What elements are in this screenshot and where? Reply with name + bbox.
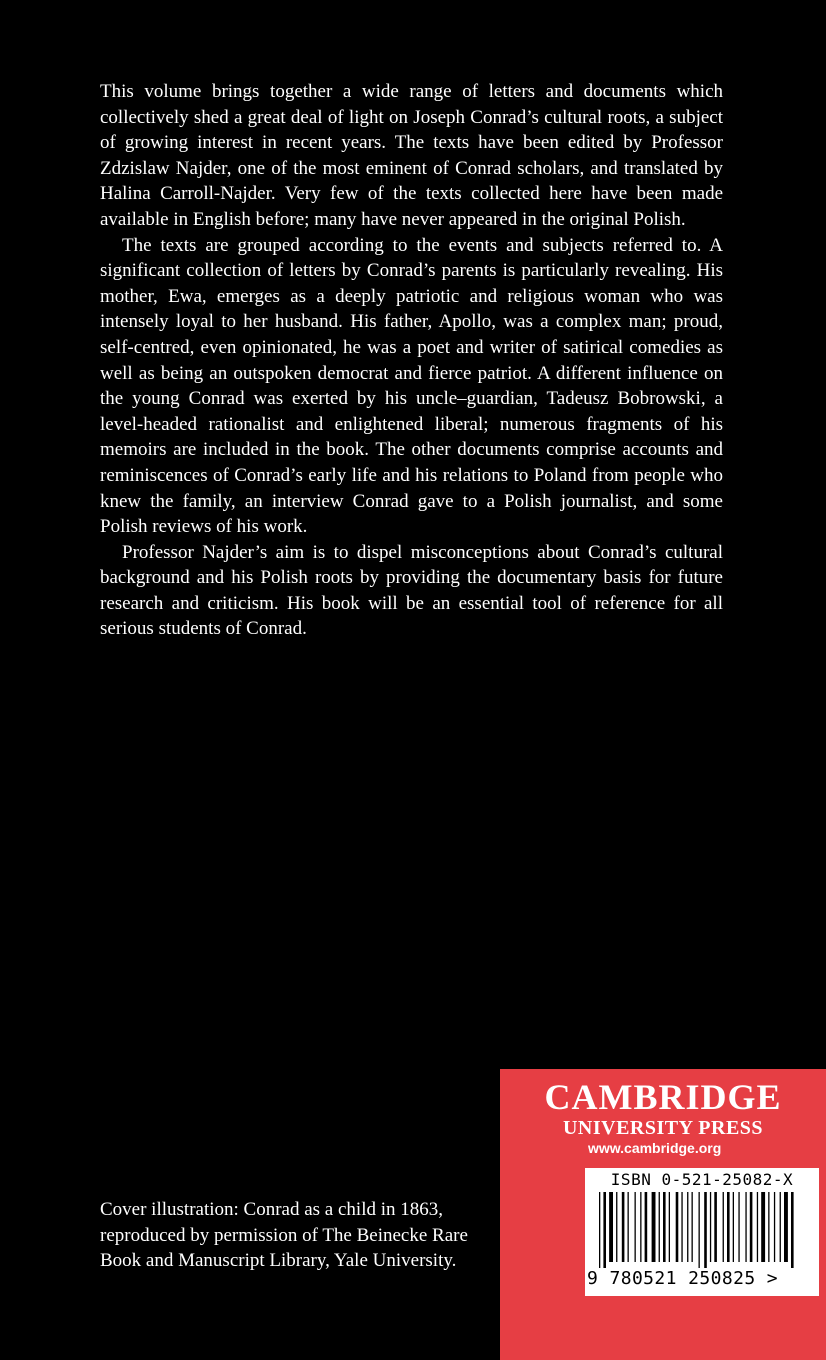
barcode-bar <box>750 1192 753 1262</box>
barcode-bar <box>768 1192 769 1262</box>
publisher-url: www.cambridge.org <box>588 1140 722 1156</box>
back-cover-blurb <box>100 79 723 642</box>
barcode-bar <box>645 1192 648 1262</box>
barcode-icon <box>585 1192 819 1270</box>
barcode-bar <box>733 1192 734 1262</box>
publisher-logo <box>500 1077 826 1139</box>
barcode-bar <box>727 1192 730 1262</box>
barcode-bar <box>622 1192 625 1262</box>
barcode-bar <box>687 1192 688 1262</box>
cover-illustration-caption: Cover illustration: Conrad as a child in 1863, reproduced by permission of The Beinecke Rare Book and Manuscript Library, Yale University. <box>100 1199 468 1272</box>
barcode-bar <box>780 1192 781 1262</box>
barcode-bar <box>603 1192 606 1268</box>
barcode-bar <box>609 1192 613 1262</box>
barcode-bar <box>704 1192 707 1268</box>
barcode-bar <box>774 1192 775 1262</box>
barcode-bar <box>738 1192 739 1262</box>
barcode-bar <box>659 1192 660 1262</box>
barcode-bar <box>663 1192 666 1262</box>
barcode-bar <box>692 1192 693 1262</box>
barcode-bar <box>640 1192 641 1262</box>
blurb-paragraph-1: This volume brings together a wide range of letters and documents which collectively shed a great deal of light on Joseph Conrad’s cultural roots, a subject of growing interest in recent years. The texts have been edited by Professor Zdzislaw Najder, one of the most eminent of Conrad scholars, and translated by Halina Carroll-Najder. Very few of the texts collected here have been made available in English before; many have never appeared in the original Polish. <box>100 81 723 230</box>
barcode-bar <box>745 1192 746 1262</box>
blurb-paragraph-2: The texts are grouped according to the events and subjects referred to. A significant collection of letters by Conrad’s parents is particularly revealing. His mother, Ewa, emerges as a deeply patriotic and religious woman who was intensely loyal to her husband. His father, Apollo, was a complex man; proud, self-centred, even opinionated, he was a poet and writer of satirical comedies as well as being an outspoken democrat and fierce patriot. A different influence on the young Conrad was exerted by his uncle–guardian, Tadeusz Bobrowski, a level-headed rationalist and enlightened liberal; numerous fragments of his memoirs are included in the book. The other documents comprise accounts and reminiscences of Conrad’s early life and his relations to Poland from people who knew the family, an interview Conrad gave to a Polish journalist, and some Polish reviews of his work. <box>100 234 723 538</box>
isbn-text: ISBN 0-521-25082-X <box>610 1170 794 1189</box>
barcode-bar <box>710 1192 711 1262</box>
barcode-bar <box>635 1192 636 1262</box>
barcode-bar <box>681 1192 682 1262</box>
barcode-bar <box>616 1192 617 1262</box>
barcode-bar <box>628 1192 629 1262</box>
barcode-bar <box>761 1192 765 1262</box>
publisher-name-line1: CAMBRIDGE <box>544 1077 782 1117</box>
barcode-bar <box>723 1192 724 1262</box>
barcode-bar <box>699 1192 700 1268</box>
barcode-bar <box>652 1192 656 1262</box>
barcode-bar <box>784 1192 788 1262</box>
barcode-bar <box>791 1192 794 1268</box>
barcode-box <box>585 1168 819 1296</box>
barcode-bar <box>676 1192 679 1262</box>
ean-digits: 9 780521 250825 > <box>587 1268 779 1289</box>
barcode-bar <box>714 1192 717 1262</box>
publisher-name-line2: UNIVERSITY PRESS <box>562 1117 764 1139</box>
blurb-paragraph-3: Professor Najder’s aim is to dispel misconceptions about Conrad’s cultural background and his Polish roots by providing the documentary basis for future research and criticism. His book will be an essential tool of reference for all serious students of Conrad. <box>100 541 723 640</box>
barcode-bar <box>669 1192 670 1262</box>
barcode-bar <box>599 1192 600 1268</box>
barcode-bar <box>757 1192 758 1262</box>
